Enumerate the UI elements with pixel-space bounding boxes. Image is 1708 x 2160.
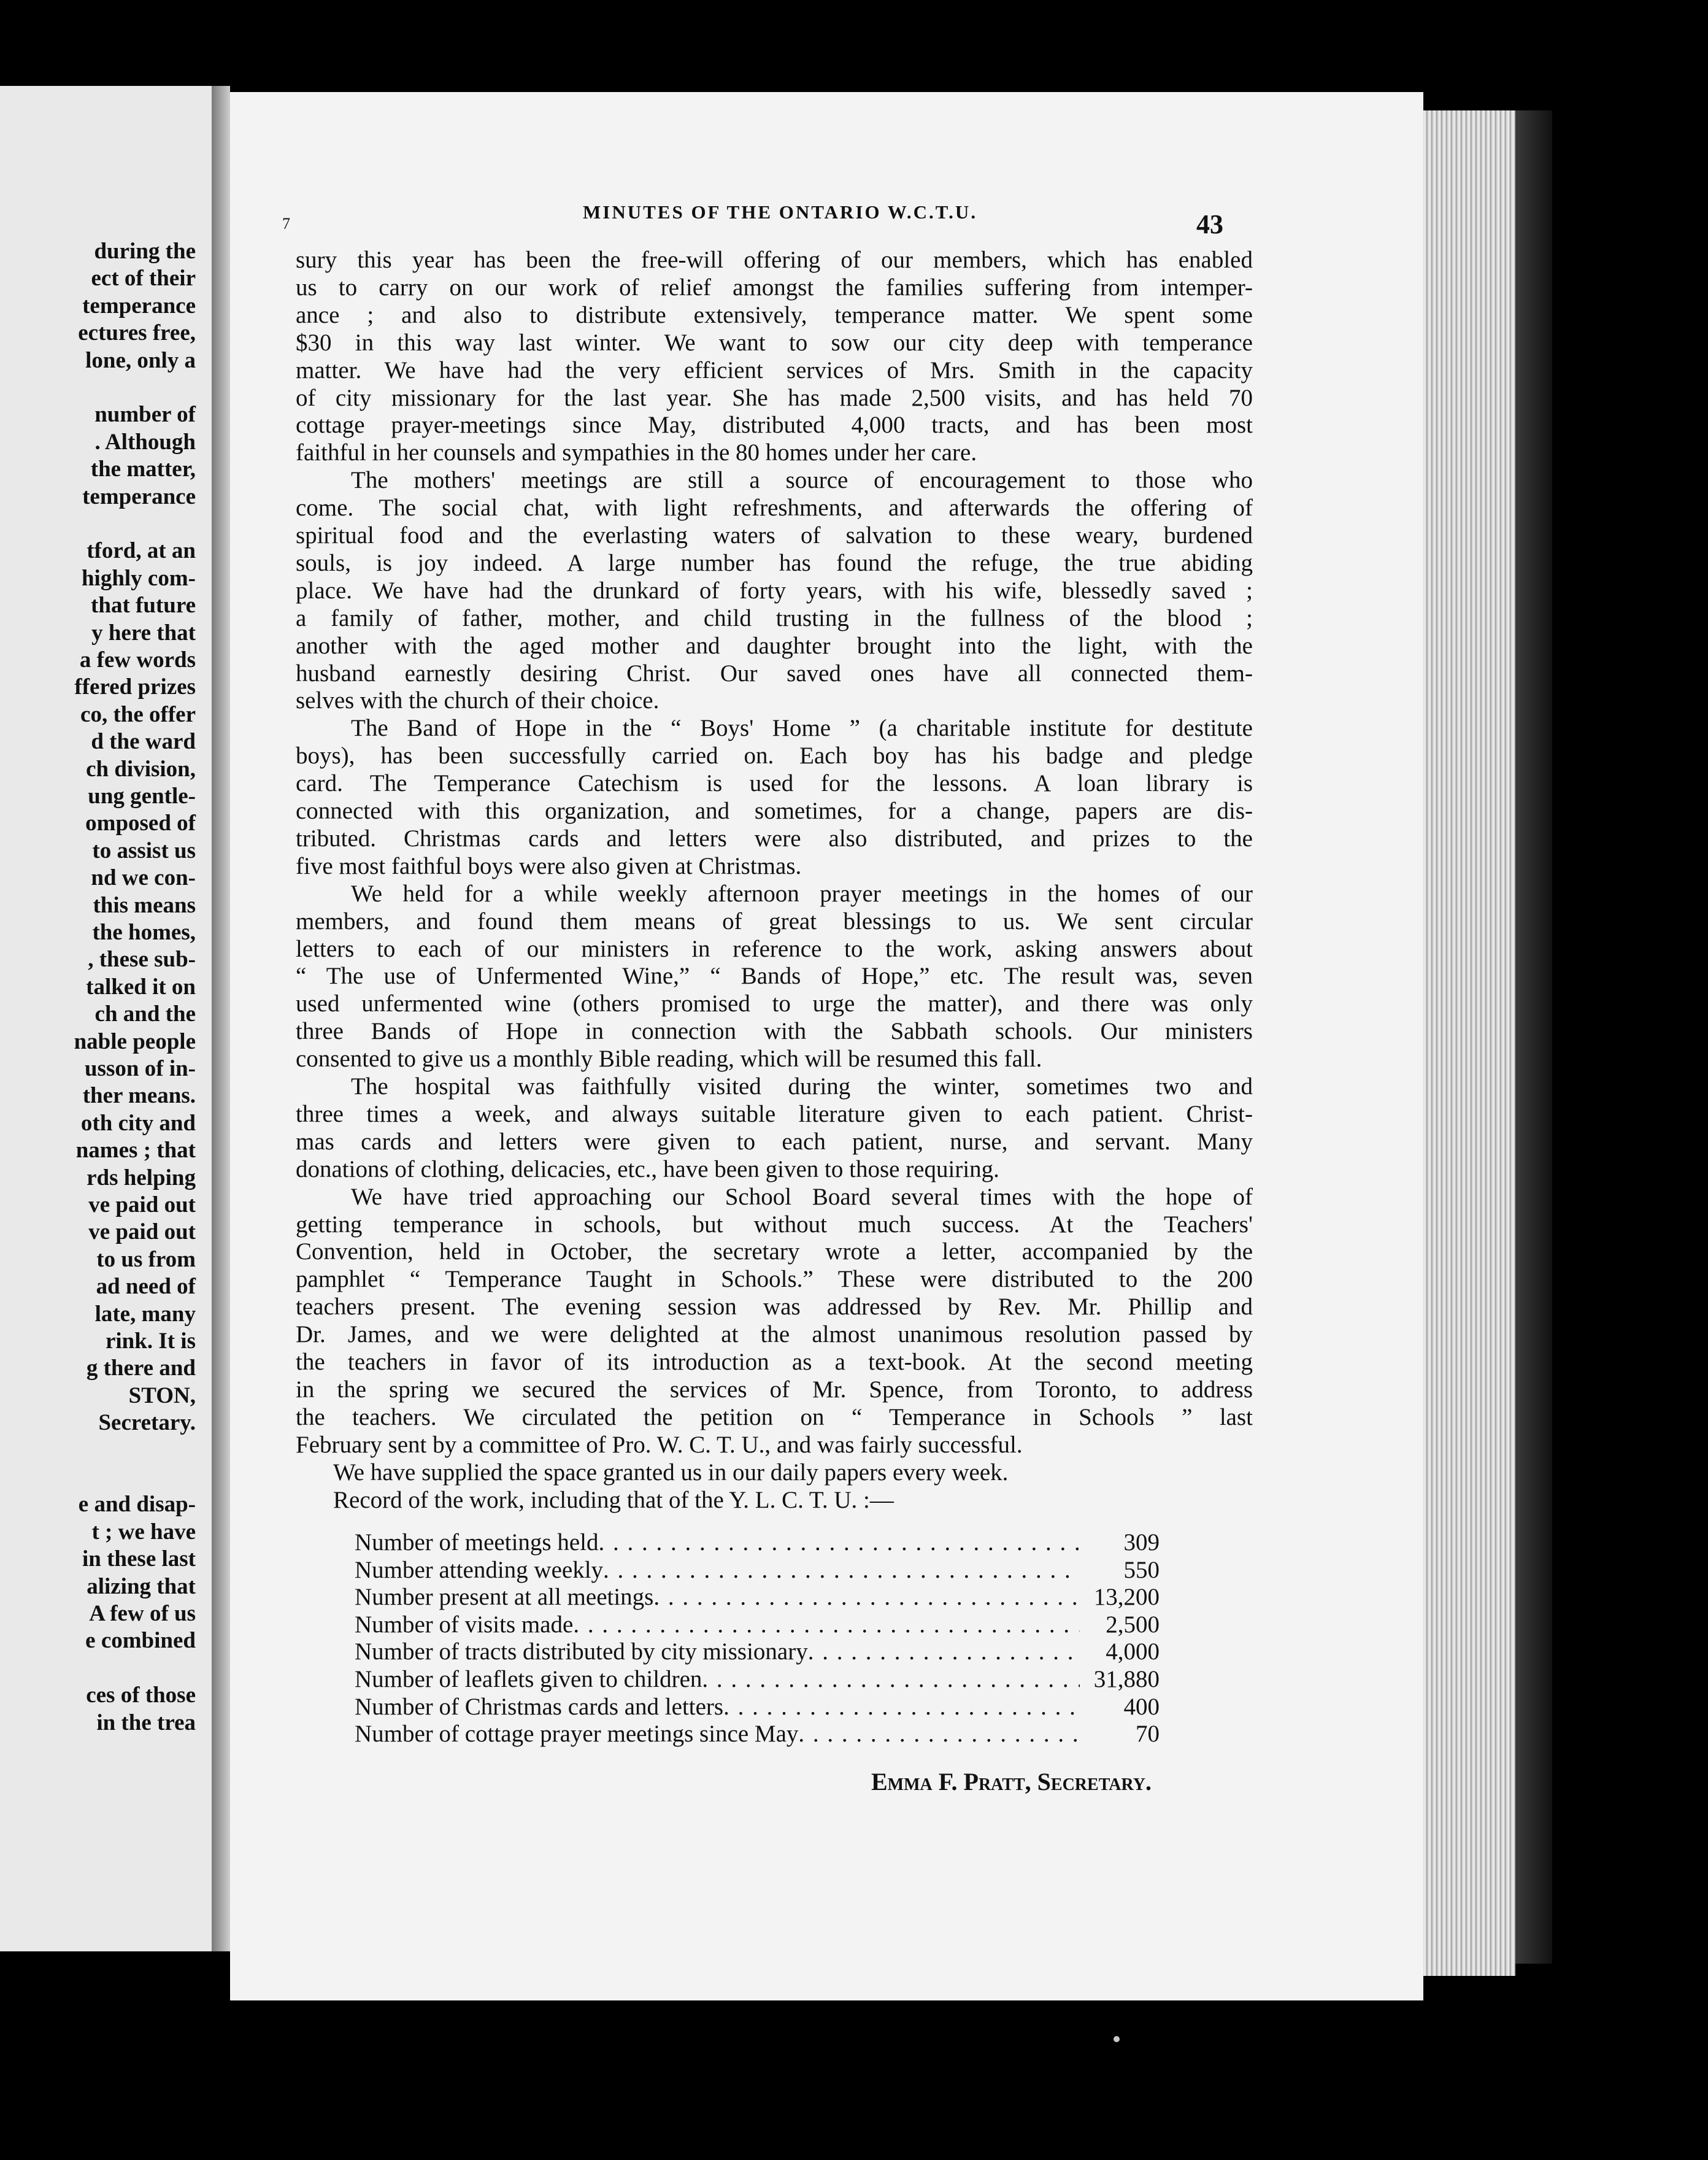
body-line: Dr. James, and we were delighted at the almost unanimous resolution passed by bbox=[296, 1321, 1253, 1348]
left-page-line: , these sub- bbox=[88, 947, 196, 973]
body-line: in the spring we secured the services of Mr. Spence, from Toronto, to address bbox=[296, 1376, 1253, 1403]
record-row bbox=[355, 1557, 1160, 1584]
record-value: 4,000 bbox=[1106, 1638, 1160, 1665]
leader-dots bbox=[808, 1638, 1080, 1665]
left-page-line: temperance bbox=[82, 293, 196, 318]
leader-dots bbox=[798, 1721, 1080, 1748]
book-cover-edge bbox=[1515, 110, 1552, 1964]
left-page-line: the homes, bbox=[92, 920, 196, 945]
left-page-line: ther means. bbox=[82, 1083, 196, 1109]
left-page-line: ect of their bbox=[91, 266, 196, 291]
left-page-line: in these last bbox=[82, 1546, 196, 1572]
body-line: connected with this organization, and sometimes, for a change, papers are dis- bbox=[296, 798, 1253, 824]
leader-dots bbox=[723, 1694, 1080, 1721]
left-page-line: ve paid out bbox=[88, 1192, 196, 1217]
margin-mark: 7 bbox=[282, 215, 290, 233]
left-page-line: ung gentle- bbox=[88, 784, 196, 809]
body-line: The Band of Hope in the “ Boys' Home ” (a charitable institute for destitute bbox=[351, 715, 1253, 742]
body-line: spiritual food and the everlasting waters of salvation to these weary, burdened bbox=[296, 522, 1253, 549]
record-row bbox=[355, 1666, 1160, 1693]
body-line: letters to each of our ministers in reference to the work, asking answers about bbox=[296, 935, 1253, 962]
body-line: pamphlet “ Temperance Taught in Schools.” These were distributed to the 200 bbox=[296, 1266, 1253, 1293]
page-fore-edge bbox=[1423, 110, 1515, 1976]
record-value: 550 bbox=[1123, 1556, 1160, 1583]
body-line: We have tried approaching our School Board several times with the hope of bbox=[351, 1183, 1253, 1210]
left-page-line: to assist us bbox=[92, 838, 196, 863]
left-page-line: usson of in- bbox=[85, 1056, 196, 1081]
body-line: card. The Temperance Catechism is used for the lessons. A loan library is bbox=[296, 770, 1253, 797]
left-page-line: oth city and bbox=[80, 1110, 196, 1136]
left-page-line: ectures free, bbox=[78, 320, 196, 346]
body-line: souls, is joy indeed. A large number has found the refuge, the true abiding bbox=[296, 549, 1253, 576]
body-line: $30 in this way last winter. We want to sow our city deep with temperance bbox=[296, 329, 1253, 356]
left-page-line: nd we con- bbox=[91, 865, 196, 891]
left-page-line: A few of us bbox=[89, 1601, 196, 1626]
body-line: of city missionary for the last year. She has made 2,500 visits, and has held 70 bbox=[296, 384, 1253, 411]
body-line: five most faithful boys were also given at Christmas. bbox=[296, 852, 802, 879]
record-label: Number of Christmas cards and letters bbox=[355, 1693, 724, 1720]
body-line: We have supplied the space granted us in our daily papers every week. bbox=[333, 1459, 1009, 1486]
left-page-line: t ; we have bbox=[91, 1519, 196, 1545]
left-page-line: ffered prizes bbox=[74, 674, 196, 700]
record-row bbox=[355, 1529, 1160, 1556]
record-value: 70 bbox=[1136, 1721, 1160, 1748]
body-line: donations of clothing, delicacies, etc., have been given to those requiring. bbox=[296, 1155, 999, 1182]
left-page-line: lone, only a bbox=[85, 347, 196, 373]
left-page-line: in the trea bbox=[96, 1710, 196, 1735]
body-line: used unfermented wine (others promised to urge the matter), and there was only bbox=[296, 990, 1253, 1017]
left-page-line: number of bbox=[94, 402, 196, 428]
body-line: come. The social chat, with light refreshments, and afterwards the offering of bbox=[296, 495, 1253, 522]
left-page-line: ces of those bbox=[86, 1683, 196, 1708]
record-row bbox=[355, 1694, 1160, 1721]
body-line: the teachers. We circulated the petition on “ Temperance in Schools ” last bbox=[296, 1403, 1253, 1430]
left-page-line: names ; that bbox=[75, 1138, 196, 1163]
body-line: We held for a while weekly afternoon prayer meetings in the homes of our bbox=[351, 880, 1253, 907]
body-line: members, and found them means of great blessings to us. We sent circular bbox=[296, 908, 1253, 935]
body-line: three Bands of Hope in connection with the Sabbath schools. Our ministers bbox=[296, 1018, 1253, 1045]
record-label: Number of visits made bbox=[355, 1611, 574, 1638]
left-page-line: rink. It is bbox=[105, 1329, 196, 1354]
left-page-line: STON, bbox=[128, 1383, 196, 1408]
body-line: matter. We have had the very efficient services of Mrs. Smith in the capacity bbox=[296, 357, 1253, 384]
body-line: getting temperance in schools, but without much success. At the Teachers' bbox=[296, 1211, 1253, 1238]
body-line: us to carry on our work of relief amongst the families suffering from intemper- bbox=[296, 274, 1253, 301]
leader-dots bbox=[598, 1529, 1080, 1556]
running-head: MINUTES OF THE ONTARIO W.C.T.U. bbox=[583, 201, 978, 223]
left-page-line: that future bbox=[91, 593, 196, 619]
left-page-line: co, the offer bbox=[80, 701, 196, 727]
body-line: “ The use of Unfermented Wine,” “ Bands of Hope,” etc. The result was, seven bbox=[296, 963, 1253, 990]
record-value: 400 bbox=[1123, 1693, 1160, 1720]
left-page-line: late, many bbox=[94, 1301, 196, 1327]
left-page-line: alizing that bbox=[87, 1573, 196, 1599]
left-page-line: tford, at an bbox=[87, 538, 196, 564]
record-label: Number attending weekly bbox=[355, 1556, 604, 1583]
left-page-line: temperance bbox=[82, 484, 196, 509]
record-label: Number of tracts distributed by city missionary bbox=[355, 1638, 808, 1665]
left-page-line: d the ward bbox=[91, 729, 196, 755]
record-value: 309 bbox=[1123, 1529, 1160, 1556]
body-line: Convention, held in October, the secretary wrote a letter, accompanied by the bbox=[296, 1238, 1253, 1265]
body-line: February sent by a committee of Pro. W. C. T. U., and was fairly successful. bbox=[296, 1431, 1023, 1458]
leader-dots bbox=[653, 1584, 1080, 1611]
page-number: 43 bbox=[1196, 209, 1223, 239]
body-line: selves with the church of their choice. bbox=[296, 687, 660, 714]
book-gutter bbox=[212, 86, 230, 1951]
left-page-line: rds helping bbox=[87, 1165, 196, 1190]
left-page-fragment bbox=[0, 86, 212, 1951]
left-page-line: during the bbox=[94, 239, 196, 264]
record-row bbox=[355, 1611, 1160, 1638]
left-page-line: ve paid out bbox=[88, 1219, 196, 1245]
left-page-line: ch and the bbox=[94, 1001, 196, 1027]
body-line: another with the aged mother and daughter brought into the light, with the bbox=[296, 632, 1253, 659]
body-line: the teachers in favor of its introduction as a text-book. At the second meeting bbox=[296, 1349, 1253, 1375]
record-value: 2,500 bbox=[1106, 1611, 1160, 1638]
body-line: consented to give us a monthly Bible reading, which will be resumed this fall. bbox=[296, 1046, 1042, 1073]
body-line: a family of father, mother, and child trusting in the fullness of the blood ; bbox=[296, 604, 1253, 631]
body-line: ance ; and also to distribute extensively, temperance matter. We spent some bbox=[296, 301, 1253, 328]
left-page-line: ch division, bbox=[86, 756, 196, 782]
record-label: Number of cottage prayer meetings since May bbox=[355, 1721, 799, 1748]
left-page-line: this means bbox=[93, 892, 196, 918]
left-page-line: Secretary. bbox=[98, 1410, 196, 1436]
body-line: faithful in her counsels and sympathies in the 80 homes under her care. bbox=[296, 439, 977, 466]
body-line: boys), has been successfully carried on. Each boy has his badge and pledge bbox=[296, 742, 1253, 770]
body-line: cottage prayer-meetings since May, distributed 4,000 tracts, and has been most bbox=[296, 412, 1253, 439]
left-page-line: a few words bbox=[79, 647, 196, 673]
body-line: Record of the work, including that of the Y. L. C. T. U. :— bbox=[333, 1486, 894, 1513]
record-label: Number of leaflets given to children bbox=[355, 1666, 702, 1692]
body-line: three times a week, and always suitable literature given to each patient. Christ- bbox=[296, 1100, 1253, 1127]
leader-dots bbox=[603, 1557, 1080, 1584]
record-row bbox=[355, 1638, 1160, 1665]
left-page-line: ad need of bbox=[96, 1274, 196, 1300]
left-page-line: highly com- bbox=[81, 565, 196, 591]
record-label: Number present at all meetings bbox=[355, 1584, 654, 1611]
left-page-line: y here that bbox=[91, 620, 196, 646]
body-line: The hospital was faithfully visited during the winter, sometimes two and bbox=[351, 1073, 1253, 1100]
body-line: The mothers' meetings are still a source of encouragement to those who bbox=[351, 467, 1253, 494]
left-page-line: e and disap- bbox=[78, 1492, 196, 1518]
left-page-line: g there and bbox=[86, 1356, 196, 1381]
scan-speck bbox=[1114, 2036, 1120, 2042]
body-line: teachers present. The evening session was addressed by Rev. Mr. Phillip and bbox=[296, 1294, 1253, 1321]
signature: Emma F. Pratt, Secretary. bbox=[871, 1768, 1152, 1796]
body-line: husband earnestly desiring Christ. Our saved ones have all connected them- bbox=[296, 660, 1253, 687]
left-page-line: . Although bbox=[94, 429, 196, 455]
left-page-line: the matter, bbox=[90, 457, 196, 482]
body-line: tributed. Christmas cards and letters were also distributed, and prizes to the bbox=[296, 825, 1253, 852]
leader-dots bbox=[702, 1666, 1080, 1693]
leader-dots bbox=[573, 1611, 1080, 1638]
record-value: 13,200 bbox=[1093, 1584, 1160, 1611]
body-line: sury this year has been the free-will offering of our members, which has enabled bbox=[296, 247, 1253, 273]
record-row bbox=[355, 1584, 1160, 1611]
record-value: 31,880 bbox=[1093, 1666, 1160, 1692]
left-page-line: talked it on bbox=[86, 974, 196, 1000]
record-row bbox=[355, 1721, 1160, 1748]
body-line: mas cards and letters were given to each patient, nurse, and servant. Many bbox=[296, 1128, 1253, 1155]
left-page-line: nable people bbox=[74, 1028, 196, 1054]
record-label: Number of meetings held bbox=[355, 1529, 599, 1556]
left-page-line: to us from bbox=[96, 1246, 196, 1272]
body-line: place. We have had the drunkard of forty years, with his wife, blessedly saved ; bbox=[296, 577, 1253, 604]
left-page-line: e combined bbox=[85, 1628, 196, 1654]
left-page-line: omposed of bbox=[85, 811, 196, 836]
